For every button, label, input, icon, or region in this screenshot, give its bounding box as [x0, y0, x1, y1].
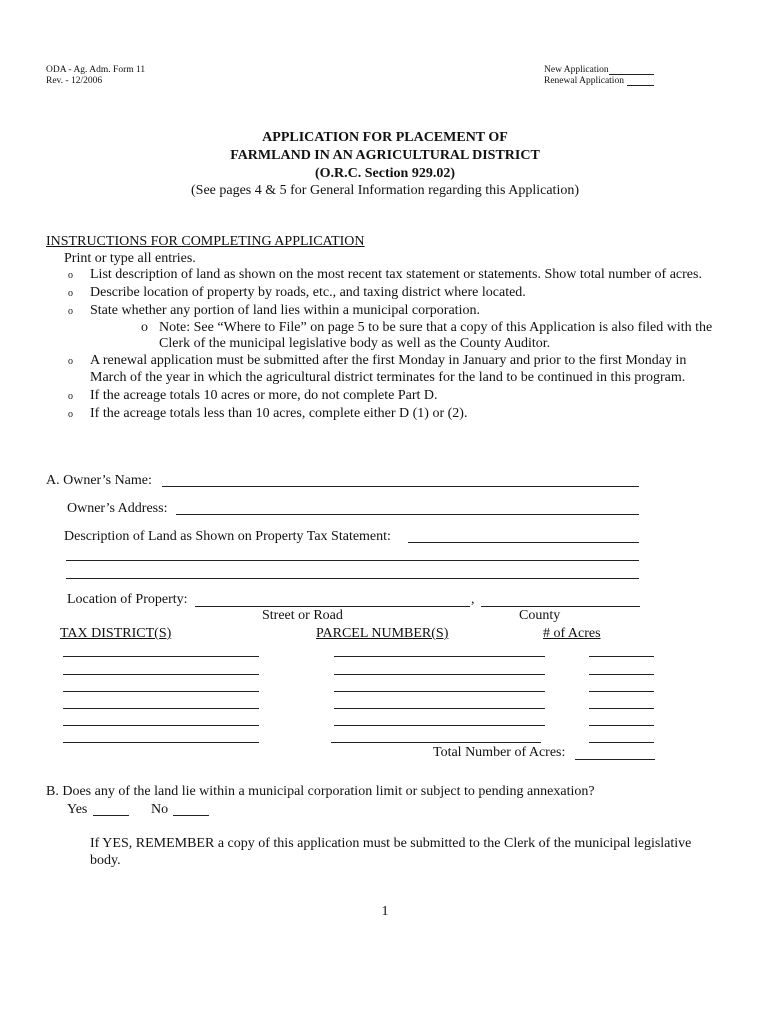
instruction-1: List description of land as shown on the most recent tax statement or statements. Show total number of acres.: [90, 267, 702, 282]
acres-field[interactable]: [589, 725, 654, 726]
page-number: 1: [381, 904, 389, 919]
tax-district-field[interactable]: [63, 742, 259, 743]
column-header-acres: # of Acres: [543, 626, 601, 641]
location-comma: ,: [471, 592, 475, 607]
parcel-number-field[interactable]: [334, 674, 545, 675]
instructions-heading: INSTRUCTIONS FOR COMPLETING APPLICATION: [46, 234, 365, 249]
owner-name-label: A. Owner’s Name:: [46, 473, 152, 488]
tax-district-field[interactable]: [63, 674, 259, 675]
form-id: ODA - Ag. Adm. Form 11: [46, 65, 146, 75]
reminder-line-2: body.: [90, 853, 121, 868]
revision-date: Rev. - 12/2006: [46, 76, 103, 86]
note-line-2: Clerk of the municipal legislative body as well as the County Auditor.: [159, 336, 551, 351]
yes-field[interactable]: [93, 815, 129, 816]
instruction-4-line-2: March of the year in which the agricultural district terminates for the land to be continued in this program.: [90, 370, 686, 385]
bullet-icon: o: [68, 409, 73, 420]
new-application-field[interactable]: [609, 74, 654, 75]
parcel-number-field[interactable]: [334, 725, 545, 726]
new-application-label: New Application: [544, 65, 609, 75]
bullet-icon: o: [68, 391, 73, 402]
instruction-3: State whether any portion of land lies within a municipal corporation.: [90, 303, 480, 318]
acres-field[interactable]: [589, 742, 654, 743]
street-road-caption: Street or Road: [262, 608, 343, 623]
reminder-line-1: If YES, REMEMBER a copy of this application must be submitted to the Clerk of the municipal legislative: [90, 836, 692, 851]
yes-label: Yes: [67, 802, 88, 817]
acres-field[interactable]: [589, 691, 654, 692]
acres-field[interactable]: [589, 656, 654, 657]
renewal-application-field[interactable]: [627, 85, 654, 86]
tax-district-field[interactable]: [63, 708, 259, 709]
section-b-question: B. Does any of the land lie within a municipal corporation limit or subject to pending annexation?: [46, 784, 595, 799]
total-acres-label: Total Number of Acres:: [433, 745, 566, 760]
column-header-parcel-number: PARCEL NUMBER(S): [316, 626, 449, 641]
note-line-1: Note: See “Where to File” on page 5 to be sure that a copy of this Application is also filed with the: [159, 320, 713, 335]
bullet-icon: o: [68, 288, 73, 299]
renewal-application-label: Renewal Application: [544, 76, 624, 86]
no-field[interactable]: [173, 815, 209, 816]
county-field[interactable]: [481, 606, 640, 607]
acres-field[interactable]: [589, 708, 654, 709]
bullet-icon: o: [68, 356, 73, 367]
total-acres-field[interactable]: [575, 759, 655, 760]
county-caption: County: [519, 608, 561, 623]
title-line-4: (See pages 4 & 5 for General Information regarding this Application): [191, 183, 579, 198]
title-line-1: APPLICATION FOR PLACEMENT OF: [262, 130, 508, 145]
title-line-2: FARMLAND IN AN AGRICULTURAL DISTRICT: [230, 148, 540, 163]
instructions-intro: Print or type all entries.: [64, 251, 196, 266]
tax-district-field[interactable]: [63, 725, 259, 726]
owner-address-field[interactable]: [176, 514, 639, 515]
land-description-field-line-2[interactable]: [66, 560, 639, 561]
land-description-field-line-3[interactable]: [66, 578, 639, 579]
acres-field[interactable]: [589, 674, 654, 675]
bullet-icon: o: [68, 270, 73, 281]
land-description-field[interactable]: [408, 542, 639, 543]
owner-address-label: Owner’s Address:: [67, 501, 168, 516]
column-header-tax-district: TAX DISTRICT(S): [60, 626, 172, 641]
instruction-4-line-1: A renewal application must be submitted after the first Monday in January and prior to the first Monday in: [90, 353, 687, 368]
parcel-number-field[interactable]: [334, 656, 545, 657]
location-label: Location of Property:: [67, 592, 188, 607]
parcel-number-field[interactable]: [331, 742, 541, 743]
tax-district-field[interactable]: [63, 656, 259, 657]
tax-district-field[interactable]: [63, 691, 259, 692]
instruction-5: If the acreage totals 10 acres or more, do not complete Part D.: [90, 388, 438, 403]
owner-name-field[interactable]: [162, 486, 639, 487]
instruction-6: If the acreage totals less than 10 acres, complete either D (1) or (2).: [90, 406, 468, 421]
parcel-number-field[interactable]: [334, 691, 545, 692]
parcel-number-field[interactable]: [334, 708, 545, 709]
bullet-icon: o: [68, 306, 73, 317]
title-line-3: (O.R.C. Section 929.02): [315, 166, 455, 181]
land-description-label: Description of Land as Shown on Property Tax Statement:: [64, 529, 391, 544]
no-label: No: [151, 802, 169, 817]
instruction-2: Describe location of property by roads, etc., and taxing district where located.: [90, 285, 526, 300]
note-bullet-icon: o: [141, 320, 148, 335]
